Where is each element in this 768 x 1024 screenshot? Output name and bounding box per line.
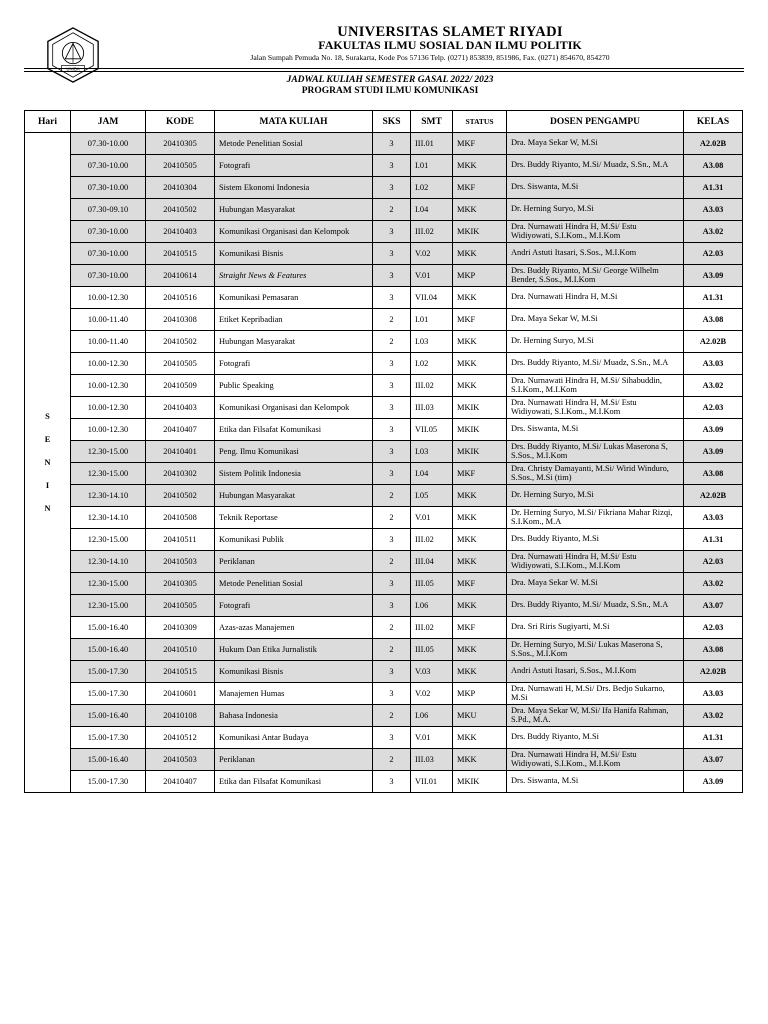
cell-sks: 3 (373, 287, 411, 309)
cell-status: MKK (453, 529, 507, 551)
day-letter: I (45, 481, 50, 490)
cell-sks: 2 (373, 551, 411, 573)
cell-kelas: A3.02 (684, 221, 743, 243)
table-row (25, 155, 743, 177)
cell-mk: Fotografi (215, 155, 373, 177)
cell-kode: 20410401 (146, 441, 215, 463)
cell-status: MKF (453, 133, 507, 155)
cell-jam: 15.00-17.30 (71, 727, 146, 749)
cell-mk: Fotografi (215, 595, 373, 617)
cell-kelas: A2.03 (684, 243, 743, 265)
cell-status: MKK (453, 639, 507, 661)
cell-sks: 3 (373, 573, 411, 595)
cell-mk: Metode Penelitian Sosial (215, 573, 373, 595)
cell-mk: Metode Penelitian Sosial (215, 133, 373, 155)
cell-smt: I.04 (411, 463, 453, 485)
cell-dosen: Dr. Herning Suryo, M.Si (507, 331, 684, 353)
cell-mk: Teknik Reportase (215, 507, 373, 529)
university-name: UNIVERSITAS SLAMET RIYADI (337, 24, 563, 40)
cell-sks: 2 (373, 309, 411, 331)
schedule-title: JADWAL KULIAH SEMESTER GASAL 2022/ 2023 (286, 75, 494, 85)
schedule-table (24, 110, 743, 793)
cell-status: MKK (453, 353, 507, 375)
cell-smt: VII.04 (411, 287, 453, 309)
cell-kelas: A3.03 (684, 507, 743, 529)
table-row (25, 375, 743, 397)
col-header-status: STATUS (453, 111, 507, 133)
cell-mk: Etika dan Filsafat Komunikasi (215, 419, 373, 441)
cell-kode: 20410304 (146, 177, 215, 199)
day-cell (25, 133, 71, 793)
cell-mk: Komunikasi Organisasi dan Kelompok (215, 221, 373, 243)
cell-mk: Hubungan Masyarakat (215, 199, 373, 221)
cell-dosen: Dr. Herning Suryo, M.Si (507, 199, 684, 221)
cell-dosen: Dr. Herning Suryo, M.Si/ Fikriana Mahar Rizqi, S.I.Kom., M.A (507, 507, 684, 529)
cell-jam: 07.30-10.00 (71, 133, 146, 155)
cell-kode: 20410302 (146, 463, 215, 485)
cell-dosen: Drs. Siswanta, M.Si (507, 177, 684, 199)
cell-dosen: Drs. Buddy Riyanto, M.Si/ Muadz, S.Sn., M.A (507, 595, 684, 617)
cell-kelas: A3.07 (684, 595, 743, 617)
cell-kelas: A3.02 (684, 375, 743, 397)
cell-jam: 12.30-15.00 (71, 529, 146, 551)
cell-jam: 07.30-10.00 (71, 155, 146, 177)
cell-jam: 07.30-09.10 (71, 199, 146, 221)
cell-sks: 3 (373, 595, 411, 617)
cell-sks: 3 (373, 243, 411, 265)
cell-mk: Hukum Dan Etika Jurnalistik (215, 639, 373, 661)
cell-kelas: A3.09 (684, 265, 743, 287)
cell-status: MKK (453, 727, 507, 749)
cell-sks: 3 (373, 683, 411, 705)
cell-kelas: A1.31 (684, 287, 743, 309)
cell-smt: III.02 (411, 221, 453, 243)
cell-mk: Manajemen Humas (215, 683, 373, 705)
table-row (25, 771, 743, 793)
cell-smt: V.03 (411, 661, 453, 683)
cell-dosen: Drs. Buddy Riyanto, M.Si/ George Wilhelm Bender, S.Sos., M.I.Kom (507, 265, 684, 287)
cell-jam: 15.00-17.30 (71, 683, 146, 705)
table-row (25, 243, 743, 265)
cell-kode: 20410503 (146, 749, 215, 771)
cell-smt: I.01 (411, 155, 453, 177)
cell-sks: 3 (373, 397, 411, 419)
table-row (25, 397, 743, 419)
cell-kelas: A2.02B (684, 485, 743, 507)
cell-kelas: A2.03 (684, 617, 743, 639)
cell-kode: 20410308 (146, 309, 215, 331)
cell-sks: 3 (373, 133, 411, 155)
cell-dosen: Drs. Buddy Riyanto, M.Si (507, 727, 684, 749)
cell-dosen: Dra. Maya Sekar W, M.Si (507, 133, 684, 155)
col-header-hari: Hari (25, 111, 71, 133)
col-header-mata-kuliah: MATA KULIAH (215, 111, 373, 133)
cell-smt: V.02 (411, 243, 453, 265)
cell-kode: 20410403 (146, 221, 215, 243)
cell-status: MKIK (453, 221, 507, 243)
table-row (25, 199, 743, 221)
cell-kode: 20410515 (146, 661, 215, 683)
cell-mk: Bahasa Indonesia (215, 705, 373, 727)
table-row (25, 683, 743, 705)
cell-dosen: Dra. Maya Sekar W. M.Si (507, 573, 684, 595)
cell-dosen: Dra. Nurnawati Hindra H, M.Si/ Estu Widiyowati, S.I.Kom., M.I.Kom (507, 221, 684, 243)
cell-jam: 12.30-15.00 (71, 441, 146, 463)
cell-kelas: A3.08 (684, 309, 743, 331)
cell-mk: Hubungan Masyarakat (215, 485, 373, 507)
table-row (25, 507, 743, 529)
cell-sks: 2 (373, 749, 411, 771)
cell-kode: 20410515 (146, 243, 215, 265)
cell-smt: V.01 (411, 727, 453, 749)
cell-sks: 3 (373, 441, 411, 463)
cell-jam: 10.00-11.40 (71, 331, 146, 353)
cell-kode: 20410503 (146, 551, 215, 573)
col-header-kelas: KELAS (684, 111, 743, 133)
cell-jam: 12.30-14.10 (71, 507, 146, 529)
cell-mk: Sistem Politik Indonesia (215, 463, 373, 485)
cell-kode: 20410309 (146, 617, 215, 639)
table-row (25, 331, 743, 353)
cell-sks: 2 (373, 485, 411, 507)
cell-dosen: Dra. Nurnawati Hindra H, M.Si/ Estu Widiyowati, S.I.Kom., M.I.Kom (507, 397, 684, 419)
cell-sks: 3 (373, 375, 411, 397)
cell-status: MKK (453, 551, 507, 573)
table-row (25, 287, 743, 309)
cell-jam: 12.30-14.10 (71, 485, 146, 507)
cell-jam: 15.00-17.30 (71, 771, 146, 793)
cell-dosen: Dra. Nurnawati Hindra H, M.Si/ Estu Widiyowati, S.I.Kom., M.I.Kom (507, 749, 684, 771)
cell-kelas: A2.02B (684, 133, 743, 155)
cell-kelas: A3.07 (684, 749, 743, 771)
address-line: Jalan Sumpah Pemuda No. 18, Surakarta, Kode Pos 57136 Telp. (0271) 853839, 851986, Fax. (0271) 854670, 854270 (250, 53, 610, 62)
cell-smt: I.03 (411, 331, 453, 353)
cell-dosen: Dra. Nurnawati Hindra H, M.Si (507, 287, 684, 309)
cell-sks: 2 (373, 507, 411, 529)
cell-sks: 3 (373, 221, 411, 243)
cell-kode: 20410614 (146, 265, 215, 287)
cell-jam: 10.00-12.30 (71, 353, 146, 375)
cell-jam: 10.00-11.40 (71, 309, 146, 331)
cell-smt: I.05 (411, 485, 453, 507)
table-row (25, 595, 743, 617)
cell-smt: III.05 (411, 573, 453, 595)
cell-kode: 20410508 (146, 507, 215, 529)
cell-smt: III.04 (411, 551, 453, 573)
cell-mk: Azas-azas Manajemen (215, 617, 373, 639)
cell-kode: 20410505 (146, 155, 215, 177)
cell-smt: I.04 (411, 199, 453, 221)
cell-status: MKK (453, 485, 507, 507)
cell-jam: 12.30-15.00 (71, 573, 146, 595)
table-row (25, 441, 743, 463)
cell-sks: 3 (373, 661, 411, 683)
cell-dosen: Dr. Herning Suryo, M.Si (507, 485, 684, 507)
table-header-row (25, 111, 743, 133)
cell-kelas: A3.02 (684, 573, 743, 595)
table-row (25, 573, 743, 595)
cell-status: MKIK (453, 397, 507, 419)
schedule-rows (25, 133, 743, 793)
cell-kode: 20410407 (146, 419, 215, 441)
cell-sks: 2 (373, 199, 411, 221)
cell-smt: I.02 (411, 177, 453, 199)
cell-status: MKK (453, 287, 507, 309)
cell-jam: 07.30-10.00 (71, 265, 146, 287)
cell-smt: III.02 (411, 375, 453, 397)
cell-dosen: Drs. Siswanta, M.Si (507, 419, 684, 441)
header-rule-thin (24, 71, 744, 72)
cell-mk: Komunikasi Publik (215, 529, 373, 551)
cell-mk: Sistem Ekonomi Indonesia (215, 177, 373, 199)
cell-kode: 20410305 (146, 573, 215, 595)
cell-dosen: Drs. Buddy Riyanto, M.Si (507, 529, 684, 551)
cell-dosen: Dr. Herning Suryo, M.Si/ Lukas Maserona S, S.Sos., M.I.Kom (507, 639, 684, 661)
cell-kode: 20410108 (146, 705, 215, 727)
cell-mk: Hubungan Masyarakat (215, 331, 373, 353)
cell-mk: Komunikasi Antar Budaya (215, 727, 373, 749)
cell-smt: I.02 (411, 353, 453, 375)
cell-kode: 20410305 (146, 133, 215, 155)
cell-kode: 20410407 (146, 771, 215, 793)
cell-kode: 20410505 (146, 353, 215, 375)
table-row (25, 485, 743, 507)
cell-jam: 15.00-16.40 (71, 639, 146, 661)
cell-jam: 07.30-10.00 (71, 221, 146, 243)
cell-smt: V.01 (411, 507, 453, 529)
cell-smt: V.02 (411, 683, 453, 705)
cell-kelas: A3.09 (684, 419, 743, 441)
table-row (25, 727, 743, 749)
cell-status: MKIK (453, 771, 507, 793)
cell-sks: 2 (373, 617, 411, 639)
cell-mk: Etiket Kepribadian (215, 309, 373, 331)
table-row (25, 551, 743, 573)
cell-kode: 20410601 (146, 683, 215, 705)
col-header-sks: SKS (373, 111, 411, 133)
cell-kode: 20410505 (146, 595, 215, 617)
cell-sks: 3 (373, 727, 411, 749)
cell-status: MKIK (453, 441, 507, 463)
cell-dosen: Drs. Buddy Riyanto, M.Si/ Lukas Maserona S, S.Sos., M.I.Kom (507, 441, 684, 463)
cell-mk: Komunikasi Organisasi dan Kelompok (215, 397, 373, 419)
cell-mk: Komunikasi Bisnis (215, 661, 373, 683)
cell-smt: III.03 (411, 749, 453, 771)
cell-jam: 15.00-17.30 (71, 661, 146, 683)
day-letter: N (44, 504, 51, 513)
cell-kelas: A1.31 (684, 177, 743, 199)
cell-sks: 3 (373, 155, 411, 177)
cell-jam: 12.30-14.10 (71, 551, 146, 573)
cell-status: MKK (453, 375, 507, 397)
table-row (25, 639, 743, 661)
cell-smt: VII.01 (411, 771, 453, 793)
cell-kode: 20410509 (146, 375, 215, 397)
cell-sks: 3 (373, 463, 411, 485)
cell-jam: 10.00-12.30 (71, 287, 146, 309)
cell-kelas: A1.31 (684, 727, 743, 749)
cell-smt: III.03 (411, 397, 453, 419)
cell-dosen: Dra. Maya Sekar W, M.Si/ Ifa Hanifa Rahman, S.Pd., M.A. (507, 705, 684, 727)
cell-mk: Peng. Ilmu Komunikasi (215, 441, 373, 463)
cell-dosen: Dra. Nurnawati Hindra H, M.Si/ Estu Widiyowati, S.I.Kom., M.I.Kom (507, 551, 684, 573)
cell-smt: I.03 (411, 441, 453, 463)
cell-mk: Periklanan (215, 749, 373, 771)
cell-dosen: Dra. Christy Damayanti, M.Si/ Wirid Winduro, S.Sos., M.Si (tim) (507, 463, 684, 485)
cell-smt: I.06 (411, 705, 453, 727)
cell-mk: Fotografi (215, 353, 373, 375)
cell-status: MKU (453, 705, 507, 727)
cell-sks: 3 (373, 771, 411, 793)
cell-jam: 15.00-16.40 (71, 705, 146, 727)
cell-mk: Periklanan (215, 551, 373, 573)
cell-sks: 3 (373, 529, 411, 551)
cell-dosen: Dra. Nurnawati H, M.Si/ Drs. Bedjo Sukarno, M.Si (507, 683, 684, 705)
table-row (25, 353, 743, 375)
cell-jam: 12.30-15.00 (71, 463, 146, 485)
table-row (25, 309, 743, 331)
cell-kode: 20410502 (146, 199, 215, 221)
table-row (25, 221, 743, 243)
cell-jam: 10.00-12.30 (71, 397, 146, 419)
cell-kelas: A3.03 (684, 683, 743, 705)
day-letter: N (44, 458, 51, 467)
cell-status: MKF (453, 463, 507, 485)
cell-smt: III.02 (411, 529, 453, 551)
cell-mk: Komunikasi Pemasaran (215, 287, 373, 309)
table-row (25, 177, 743, 199)
cell-kelas: A2.03 (684, 397, 743, 419)
cell-status: MKIK (453, 419, 507, 441)
cell-status: MKF (453, 573, 507, 595)
cell-sks: 2 (373, 331, 411, 353)
cell-mk: Etika dan Filsafat Komunikasi (215, 771, 373, 793)
cell-dosen: Andri Astuti Itasari, S.Sos., M.I.Kom (507, 243, 684, 265)
cell-dosen: Dra. Nurnawati Hindra H, M.Si/ Sihabuddin, S.I.Kom., M.I.Kom (507, 375, 684, 397)
cell-dosen: Drs. Buddy Riyanto, M.Si/ Muadz, S.Sn., M.A (507, 155, 684, 177)
table-row (25, 749, 743, 771)
cell-sks: 3 (373, 419, 411, 441)
cell-status: MKF (453, 617, 507, 639)
table-row (25, 265, 743, 287)
cell-sks: 2 (373, 639, 411, 661)
cell-dosen: Drs. Buddy Riyanto, M.Si/ Muadz, S.Sn., M.A (507, 353, 684, 375)
cell-jam: 15.00-16.40 (71, 749, 146, 771)
program-title: PROGRAM STUDI ILMU KOMUNIKASI (301, 86, 479, 96)
col-header-kode: KODE (146, 111, 215, 133)
cell-dosen: Drs. Siswanta, M.Si (507, 771, 684, 793)
table-row (25, 463, 743, 485)
cell-dosen: Andri Astuti Itasari, S.Sos., M.I.Kom (507, 661, 684, 683)
cell-kelas: A3.03 (684, 353, 743, 375)
cell-smt: V.01 (411, 265, 453, 287)
cell-kelas: A2.03 (684, 551, 743, 573)
day-letter: S (45, 412, 50, 421)
cell-jam: 10.00-12.30 (71, 375, 146, 397)
cell-sks: 3 (373, 265, 411, 287)
cell-kelas: A3.08 (684, 155, 743, 177)
col-header-smt: SMT (411, 111, 453, 133)
cell-kelas: A3.02 (684, 705, 743, 727)
cell-status: MKK (453, 199, 507, 221)
cell-sks: 3 (373, 353, 411, 375)
col-header-dosen: DOSEN PENGAMPU (507, 111, 684, 133)
cell-smt: VII.05 (411, 419, 453, 441)
table-row (25, 419, 743, 441)
day-letter: E (44, 435, 51, 444)
table-row (25, 529, 743, 551)
cell-jam: 07.30-10.00 (71, 177, 146, 199)
cell-kelas: A3.08 (684, 639, 743, 661)
cell-jam: 07.30-10.00 (71, 243, 146, 265)
cell-status: MKF (453, 177, 507, 199)
cell-status: MKP (453, 265, 507, 287)
cell-status: MKP (453, 683, 507, 705)
cell-status: MKK (453, 243, 507, 265)
faculty-name: FAKULTAS ILMU SOSIAL DAN ILMU POLITIK (318, 38, 582, 52)
cell-status: MKF (453, 309, 507, 331)
cell-kelas: A3.03 (684, 199, 743, 221)
cell-smt: III.02 (411, 617, 453, 639)
cell-kelas: A2.02B (684, 331, 743, 353)
cell-dosen: Dra. Sri Riris Sugiyarti, M.Si (507, 617, 684, 639)
cell-mk: Komunikasi Bisnis (215, 243, 373, 265)
cell-mk: Straight News & Features (215, 265, 373, 287)
cell-status: MKK (453, 661, 507, 683)
cell-kelas: A2.02B (684, 661, 743, 683)
cell-status: MKK (453, 749, 507, 771)
table-row (25, 705, 743, 727)
cell-smt: I.01 (411, 309, 453, 331)
cell-jam: 12.30-15.00 (71, 595, 146, 617)
cell-kode: 20410502 (146, 485, 215, 507)
cell-smt: I.06 (411, 595, 453, 617)
cell-kelas: A1.31 (684, 529, 743, 551)
cell-sks: 3 (373, 177, 411, 199)
cell-jam: 10.00-12.30 (71, 419, 146, 441)
university-logo (44, 26, 102, 84)
cell-smt: III.05 (411, 639, 453, 661)
cell-dosen: Dra. Maya Sekar W, M.Si (507, 309, 684, 331)
table-row (25, 661, 743, 683)
cell-sks: 2 (373, 705, 411, 727)
cell-status: MKK (453, 595, 507, 617)
cell-status: MKK (453, 155, 507, 177)
cell-kelas: A3.09 (684, 441, 743, 463)
table-row (25, 617, 743, 639)
cell-kelas: A3.08 (684, 463, 743, 485)
col-header-jam: JAM (71, 111, 146, 133)
cell-kode: 20410511 (146, 529, 215, 551)
cell-status: MKK (453, 507, 507, 529)
logo-text: UNIBA (66, 66, 80, 72)
cell-kelas: A3.09 (684, 771, 743, 793)
cell-kode: 20410502 (146, 331, 215, 353)
cell-jam: 15.00-16.40 (71, 617, 146, 639)
cell-kode: 20410516 (146, 287, 215, 309)
cell-kode: 20410403 (146, 397, 215, 419)
cell-kode: 20410510 (146, 639, 215, 661)
table-row (25, 133, 743, 155)
cell-status: MKK (453, 331, 507, 353)
cell-kode: 20410512 (146, 727, 215, 749)
cell-mk: Public Speaking (215, 375, 373, 397)
cell-smt: III.01 (411, 133, 453, 155)
